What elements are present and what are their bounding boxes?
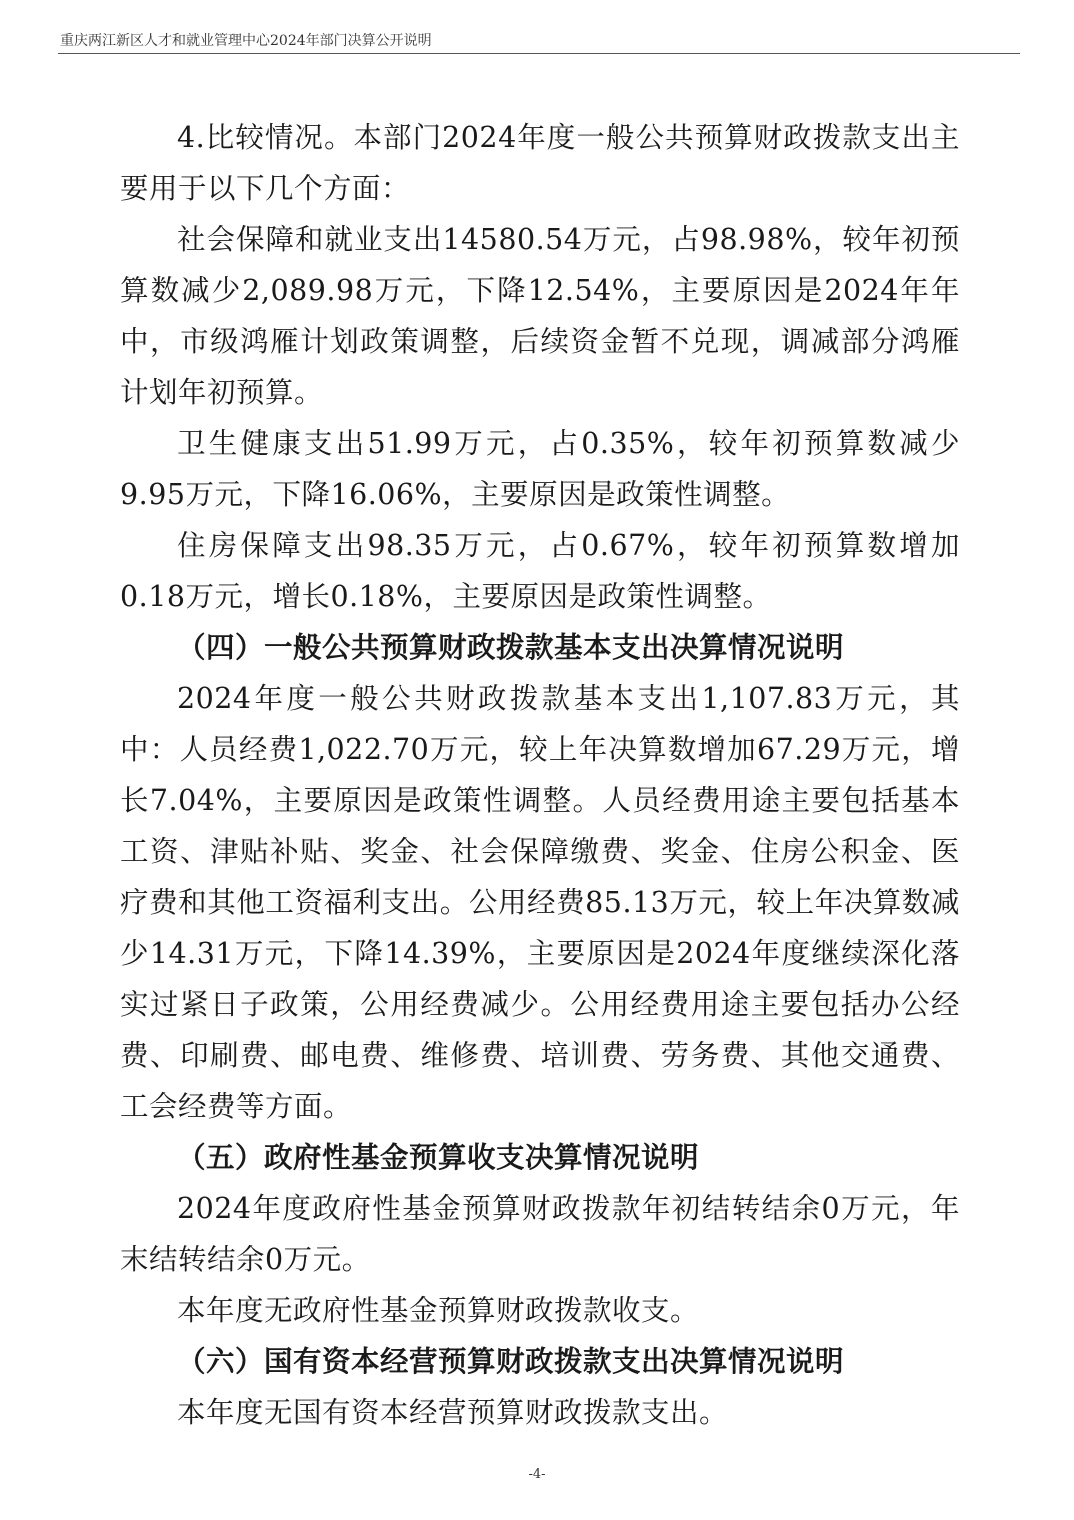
section-heading-6: （六）国有资本经营预算财政拨款支出决算情况说明 (177, 1344, 845, 1378)
document-header: 重庆两江新区人才和就业管理中心2024年部门决算公开说明 (60, 33, 432, 49)
paragraph-social-security: 社会保障和就业支出14580.54万元，占98.98%，较年初预算数减少2,089.98万元，下降12.54%，主要原因是2024年年中，市级鸿雁计划政策调整，后续资金暂不兑现，调减部分鸿雁计划年初预算。 (120, 223, 960, 409)
document-body (120, 112, 960, 1438)
paragraph-basic-expenditure: 2024年度一般公共财政拨款基本支出1,107.83万元，其中：人员经费1,022.70万元，较上年决算数增加67.29万元，增长7.04%，主要原因是政策性调整。人员经费用途主要包括基本工资、津贴补贴、奖金、社会保障缴费、奖金、住房公积金、医疗费和其他工资福利支出。公用经费85.13万元，较上年决算数减少14.31万元，下降14.39%，主要原因是2024年度继续深化落实过紧日子政策，公用经费减少。公用经费用途主要包括办公经费、印刷费、邮电费、维修费、培训费、劳务费、其他交通费、工会经费等方面。 (120, 682, 960, 1123)
paragraph-state-capital-none: 本年度无国有资本经营预算财政拨款支出。 (177, 1396, 729, 1429)
page-number: -4- (528, 1467, 546, 1482)
section-heading-4: （四）一般公共预算财政拨款基本支出决算情况说明 (177, 630, 845, 664)
section-heading-5: （五）政府性基金预算收支决算情况说明 (177, 1140, 700, 1174)
paragraph-comparison: 4.比较情况。本部门2024年度一般公共预算财政拨款支出主要用于以下几个方面： (120, 121, 960, 205)
paragraph-gov-fund-balance: 2024年度政府性基金预算财政拨款年初结转结余0万元，年末结转结余0万元。 (120, 1192, 960, 1276)
header-divider (58, 53, 1020, 54)
paragraph-health: 卫生健康支出51.99万元，占0.35%，较年初预算数减少9.95万元，下降16.06%，主要原因是政策性调整。 (120, 427, 960, 511)
paragraph-gov-fund-none: 本年度无政府性基金预算财政拨款收支。 (177, 1294, 700, 1327)
paragraph-housing: 住房保障支出98.35万元，占0.67%，较年初预算数增加0.18万元，增长0.18%，主要原因是政策性调整。 (120, 529, 960, 613)
